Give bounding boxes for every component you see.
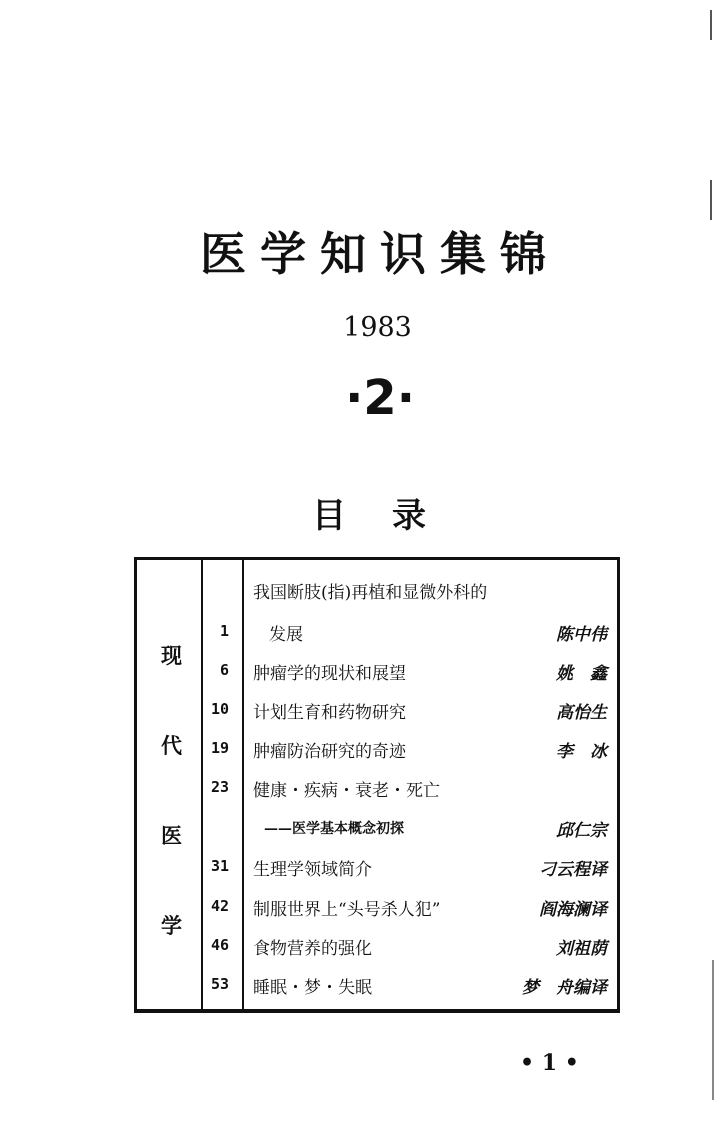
toc-entry[interactable] — [137, 930, 617, 966]
scan-edge-mark — [712, 960, 714, 1100]
toc-heading: 目录 — [312, 496, 472, 536]
entry-page: 46 — [210, 936, 229, 954]
entry-title: 肿瘤学的现状和展望 — [253, 664, 406, 684]
entry-title: 生理学领域简介 — [253, 860, 372, 880]
entry-title: 健康・疾病・衰老・死亡 — [253, 781, 440, 801]
entry-page: 1 — [219, 622, 229, 640]
section-label-char: 医 — [161, 823, 182, 848]
toc-entry[interactable] — [137, 574, 617, 610]
entry-page: 19 — [210, 739, 229, 757]
page-number: • 1 • — [520, 1050, 579, 1076]
entry-title: 发展 — [269, 625, 303, 645]
toc-entry[interactable] — [137, 694, 617, 730]
section-label-char: 代 — [161, 733, 182, 758]
toc-entry[interactable] — [137, 969, 617, 1005]
entry-page: 23 — [210, 778, 229, 796]
entry-page: 42 — [210, 897, 229, 915]
publication-year: 1983 — [343, 312, 412, 343]
toc-entry[interactable] — [137, 891, 617, 927]
entry-author: 邱仁宗 — [556, 821, 607, 841]
table-of-contents — [134, 557, 620, 1013]
entry-author: 梦 舟编译 — [522, 978, 607, 998]
entry-title: 我国断肢(指)再植和显微外科的 — [253, 583, 488, 603]
section-label-char: 现 — [161, 643, 182, 668]
entry-title: 食物营养的强化 — [253, 939, 372, 959]
scan-edge-mark — [710, 10, 712, 40]
book-title: 医学知识集锦 — [200, 227, 560, 281]
toc-entry[interactable] — [137, 616, 617, 652]
entry-author: 姚 鑫 — [556, 664, 607, 684]
entry-author: 阎海澜译 — [539, 900, 607, 920]
entry-author: 李 冰 — [556, 742, 607, 762]
entry-title: ——医学基本概念初探 — [264, 821, 404, 837]
entry-author: 高怡生 — [556, 703, 607, 723]
entry-page: 31 — [210, 857, 229, 875]
entry-title: 计划生育和药物研究 — [253, 703, 406, 723]
entry-title: 肿瘤防治研究的奇迹 — [253, 742, 406, 762]
entry-title: 睡眠・梦・失眠 — [253, 978, 372, 998]
entry-author: 刘祖荫 — [556, 939, 607, 959]
section-label-char: 学 — [161, 913, 182, 938]
entry-page: 6 — [219, 661, 229, 679]
issue-number: ·2· — [345, 370, 415, 426]
entry-page: 53 — [210, 975, 229, 993]
toc-entry[interactable] — [137, 733, 617, 769]
toc-entry[interactable] — [137, 851, 617, 887]
entry-author: 刁云程译 — [539, 860, 607, 880]
scan-edge-mark — [710, 180, 712, 220]
toc-entry[interactable] — [137, 772, 617, 808]
entry-author: 陈中伟 — [556, 625, 607, 645]
toc-entry[interactable] — [137, 655, 617, 691]
entry-title: 制服世界上“头号杀人犯” — [253, 900, 441, 920]
entry-page: 10 — [210, 700, 229, 718]
toc-entry[interactable] — [137, 812, 617, 848]
